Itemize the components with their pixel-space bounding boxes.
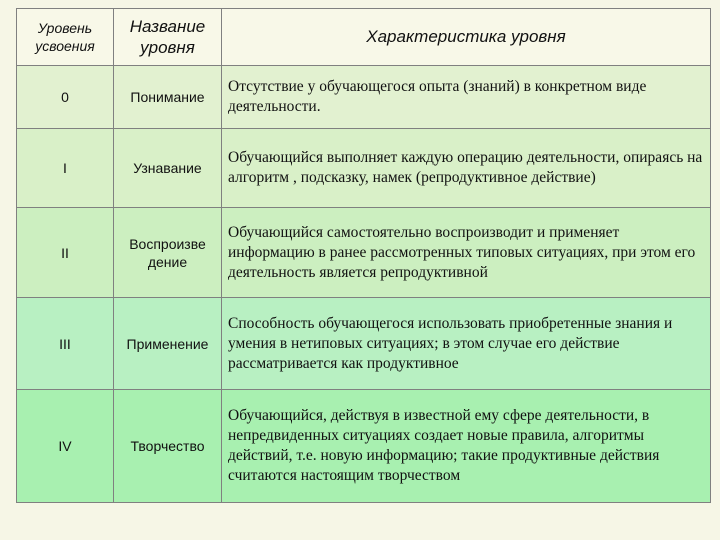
- levels-table: [16, 8, 711, 503]
- description-cell: Отсутствие у обучающегося опыта (знаний) в конкретном виде деятельности.: [222, 66, 711, 129]
- name-cell: Узнавание: [114, 129, 222, 208]
- level-cell: 0: [17, 66, 114, 129]
- level-cell: IV: [17, 390, 114, 503]
- level-cell: II: [17, 208, 114, 298]
- description-cell: Обучающийся выполняет каждую операцию деятельности, опираясь на алгоритм , подсказку, намек (репродуктивное действие): [222, 129, 711, 208]
- header-level: Уровень усвоения: [17, 9, 114, 66]
- table-row: [17, 298, 711, 390]
- header-characteristic: Характеристика уровня: [222, 9, 711, 66]
- table-header-row: [17, 9, 711, 66]
- table-row: [17, 66, 711, 129]
- description-cell: Обучающийся самостоятельно воспроизводит и применяет информацию в ранее рассмотренных типовых ситуациях, при этом его деятельность является репродуктивной: [222, 208, 711, 298]
- table-row: [17, 390, 711, 503]
- description-cell: Обучающийся, действуя в известной ему сфере деятельности, в непредвиденных ситуациях создает новые правила, алгоритмы действий, т.е. новую информацию; такие продуктивные действия считаются настоящим творчеством: [222, 390, 711, 503]
- table-row: [17, 208, 711, 298]
- description-cell: Способность обучающегося использовать приобретенные знания и умения в нетиповых ситуациях; в этом случае его действие рассматривается как продуктивное: [222, 298, 711, 390]
- header-name: Название уровня: [114, 9, 222, 66]
- table-row: [17, 129, 711, 208]
- level-cell: I: [17, 129, 114, 208]
- name-cell: Творчество: [114, 390, 222, 503]
- name-cell: Воспроизве дение: [114, 208, 222, 298]
- name-cell: Применение: [114, 298, 222, 390]
- level-cell: III: [17, 298, 114, 390]
- name-cell: Понимание: [114, 66, 222, 129]
